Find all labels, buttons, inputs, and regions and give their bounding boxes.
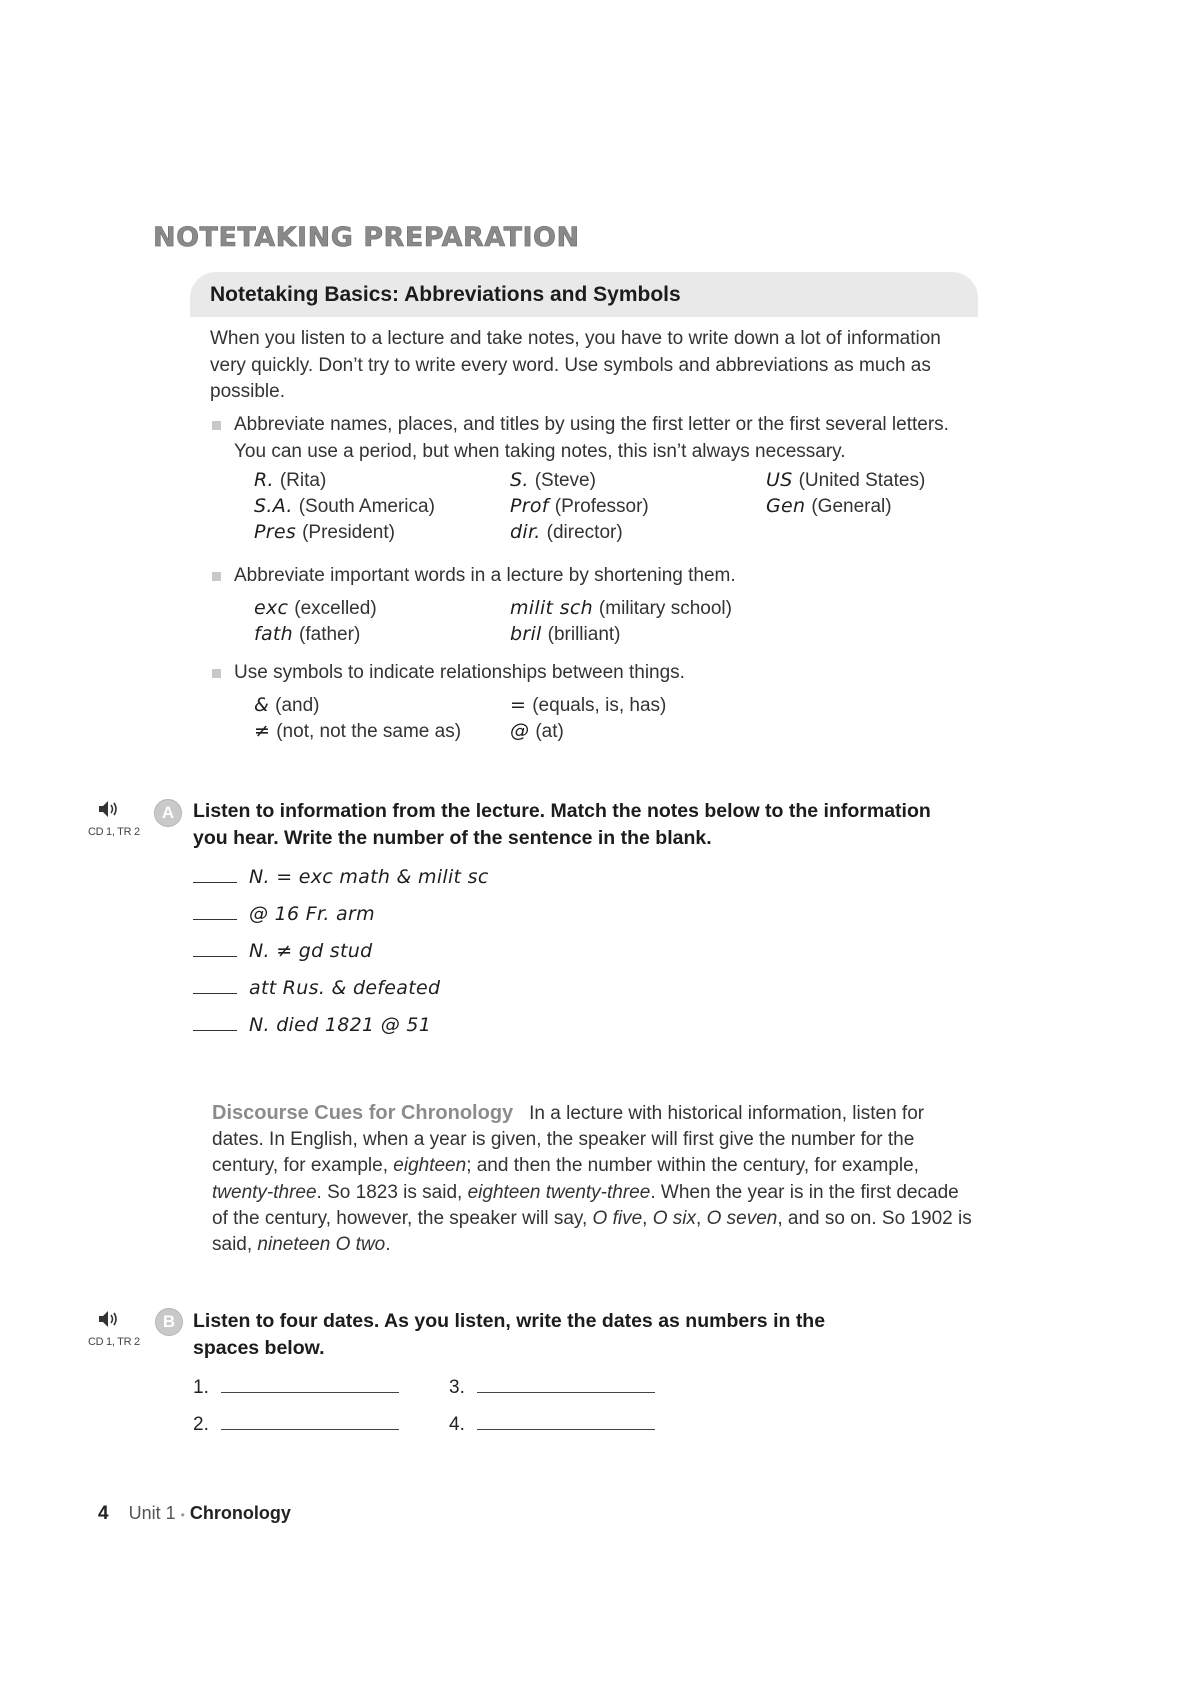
separator-dot: • bbox=[180, 1508, 185, 1522]
discourse-cue-paragraph bbox=[212, 1100, 972, 1258]
bullet-square-icon bbox=[212, 421, 221, 430]
page-footer bbox=[98, 1503, 291, 1525]
match-item: N. ≠ gd stud bbox=[193, 940, 372, 963]
date-answer-blank[interactable] bbox=[477, 1429, 655, 1430]
example-item: S. (Steve) bbox=[510, 469, 596, 491]
discourse-cue-text: In a lecture with historical information, listen for dates. In English, when a year is given, the speaker will first give the number for the century, for example, eighteen; and then the number within the century, for example, twenty-three. So 1823 is said, eighteen twenty-three. When the year is in the first decade of the century, however, the speaker will say, O five, O six, O seven, and so on. So 1902 is said, nineteen O two. bbox=[212, 1103, 972, 1256]
example-item: Gen (General) bbox=[766, 495, 892, 517]
exercise-letter-badge: B bbox=[155, 1308, 183, 1336]
bullet-text: Abbreviate names, places, and titles by using the first letter or the first several letters. You can use a period, but when taking notes, this isn’t always necessary. bbox=[234, 414, 949, 462]
example-item: @ (at) bbox=[510, 720, 564, 742]
exercise-letter-badge: A bbox=[154, 799, 182, 827]
bullet-abbreviate-names bbox=[234, 412, 954, 465]
date-answer-item: 1. bbox=[193, 1377, 399, 1399]
bullet-text: Abbreviate important words in a lecture by shortening them. bbox=[234, 565, 736, 586]
intro-paragraph: When you listen to a lecture and take notes, you have to write down a lot of information very quickly. Don’t try to write every word. Use symbols and abbreviations as much as possible. bbox=[210, 328, 941, 402]
audio-track-label: CD 1, TR 2 bbox=[88, 1336, 140, 1348]
answer-blank[interactable] bbox=[193, 993, 237, 994]
page-number: 4 bbox=[98, 1503, 109, 1524]
example-item: R. (Rita) bbox=[254, 469, 327, 491]
date-answer-blank[interactable] bbox=[477, 1392, 655, 1393]
bullet-square-icon bbox=[212, 669, 221, 678]
example-item: dir. (director) bbox=[510, 521, 623, 543]
match-item: @ 16 Fr. arm bbox=[193, 903, 375, 926]
section-heading: Notetaking Basics: Abbreviations and Symbols bbox=[210, 283, 681, 306]
unit-title: Chronology bbox=[189, 1503, 291, 1523]
audio-speaker-icon[interactable] bbox=[97, 800, 123, 818]
exercise-b-instruction: Listen to four dates. As you listen, write the dates as numbers in the spaces below. bbox=[193, 1310, 826, 1359]
bullet-square-icon bbox=[212, 572, 221, 581]
example-item: bril (brilliant) bbox=[510, 623, 621, 645]
bullet-abbreviate-words bbox=[234, 563, 954, 590]
match-item: att Rus. & defeated bbox=[193, 977, 440, 1000]
bullet-text: Use symbols to indicate relationships between things. bbox=[234, 662, 685, 683]
date-answer-item: 2. bbox=[193, 1414, 399, 1436]
answer-blank[interactable] bbox=[193, 956, 237, 957]
bullet-use-symbols bbox=[234, 660, 954, 687]
answer-blank[interactable] bbox=[193, 919, 237, 920]
unit-label: Unit 1 bbox=[128, 1503, 176, 1523]
date-answer-item: 3. bbox=[449, 1377, 655, 1399]
answer-blank[interactable] bbox=[193, 882, 237, 883]
date-answer-blank[interactable] bbox=[221, 1392, 399, 1393]
match-item: N. died 1821 @ 51 bbox=[193, 1014, 431, 1037]
example-item: ≠ (not, not the same as) bbox=[254, 720, 462, 742]
discourse-cue-title: Discourse Cues for Chronology bbox=[212, 1102, 514, 1124]
example-item: & (and) bbox=[254, 694, 320, 716]
example-item: fath (father) bbox=[254, 623, 361, 645]
audio-speaker-icon[interactable] bbox=[97, 1310, 123, 1328]
match-item: N. = exc math & milit sc bbox=[193, 866, 489, 889]
example-item: milit sch (military school) bbox=[510, 597, 732, 619]
example-item: exc (excelled) bbox=[254, 597, 377, 619]
example-item: US (United States) bbox=[766, 469, 926, 491]
audio-track-label: CD 1, TR 2 bbox=[88, 826, 140, 838]
answer-blank[interactable] bbox=[193, 1030, 237, 1031]
example-item: Prof (Professor) bbox=[510, 495, 649, 517]
example-item: = (equals, is, has) bbox=[510, 694, 667, 716]
date-answer-blank[interactable] bbox=[221, 1429, 399, 1430]
example-item: S.A. (South America) bbox=[254, 495, 435, 517]
date-answer-item: 4. bbox=[449, 1414, 655, 1436]
page-title: NOTETAKING PREPARATION bbox=[153, 222, 580, 253]
exercise-a-instruction: Listen to information from the lecture. Match the notes below to the information you hear. Write the number of the sentence in the blank. bbox=[193, 800, 931, 849]
example-item: Pres (President) bbox=[254, 521, 395, 543]
